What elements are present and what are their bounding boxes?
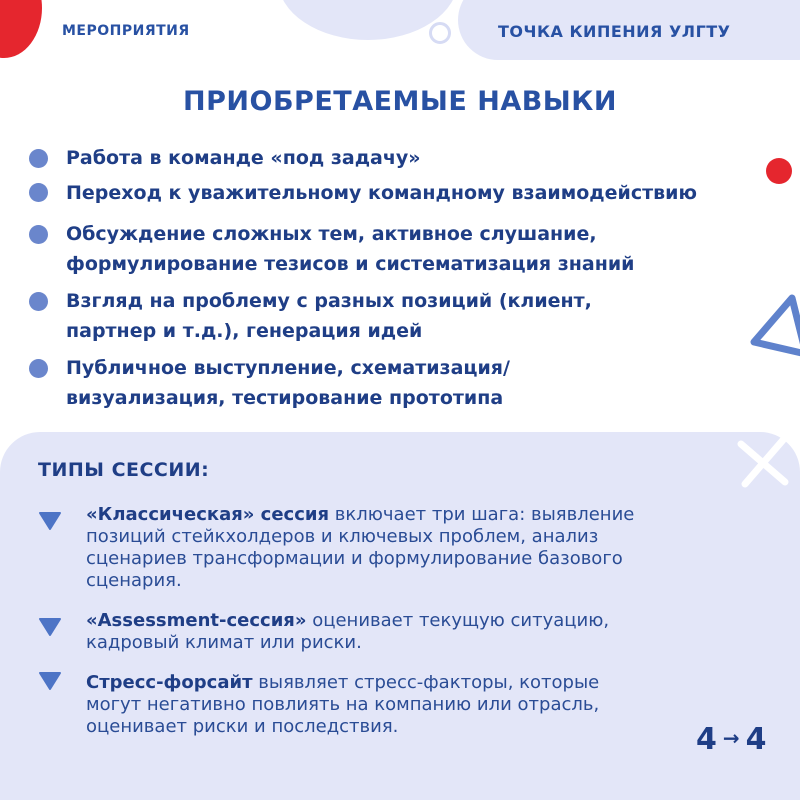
- red-dot-decoration: [766, 158, 792, 184]
- red-circle-decoration: [0, 0, 42, 58]
- session-item-stress-foresight: Стресс-форсайт выявляет стресс-факторы, которые могут негативно повлиять на компанию или отрасль, оценивает риски и последствия.: [86, 672, 600, 737]
- session-item-assessment: «Assessment-сессия» оценивает текущую ситуацию, кадровый климат или риски.: [86, 610, 610, 653]
- skill-item: Переход к уважительному командному взаимодействию: [66, 182, 697, 204]
- triangle-bullet-icon: [38, 511, 62, 531]
- bullet-icon: [29, 359, 48, 378]
- skills-title: ПРИОБРЕТАЕМЫЕ НАВЫКИ: [183, 86, 617, 117]
- skill-item: Обсуждение сложных тем, активное слушание, формулирование тезисов и систематизация знаний: [66, 223, 635, 275]
- organization-label: ТОЧКА КИПЕНИЯ УЛГТУ: [498, 22, 731, 41]
- skill-item: Взгляд на проблему с разных позиций (клиент, партнер и т.д.), генерация идей: [66, 290, 592, 342]
- current-page: 4: [696, 722, 717, 757]
- total-pages: 4: [745, 722, 767, 757]
- page-counter: [696, 722, 767, 757]
- skill-item: Публичное выступление, схематизация/ визуализация, тестирование прототипа: [66, 357, 510, 409]
- section-label: МЕРОПРИЯТИЯ: [62, 23, 190, 39]
- arrow-right-icon: →: [722, 725, 740, 750]
- triangle-bullet-icon: [38, 671, 62, 691]
- bullet-icon: [29, 149, 48, 168]
- triangle-outline-decoration: [748, 290, 800, 360]
- bullet-icon: [29, 292, 48, 311]
- session-types-title: ТИПЫ СЕССИИ:: [38, 459, 210, 481]
- triangle-bullet-icon: [38, 617, 62, 637]
- session-item-classic: «Классическая» сессия включает три шага: выявление позиций стейкхолдеров и ключевых проблем, анализ сценариев трансформации и формулирование базового сценария.: [86, 504, 635, 591]
- bullet-icon: [29, 183, 48, 202]
- skill-item: Работа в команде «под задачу»: [66, 147, 421, 169]
- bullet-icon: [29, 225, 48, 244]
- cross-decoration: [735, 432, 795, 492]
- ring-decoration: [429, 22, 451, 44]
